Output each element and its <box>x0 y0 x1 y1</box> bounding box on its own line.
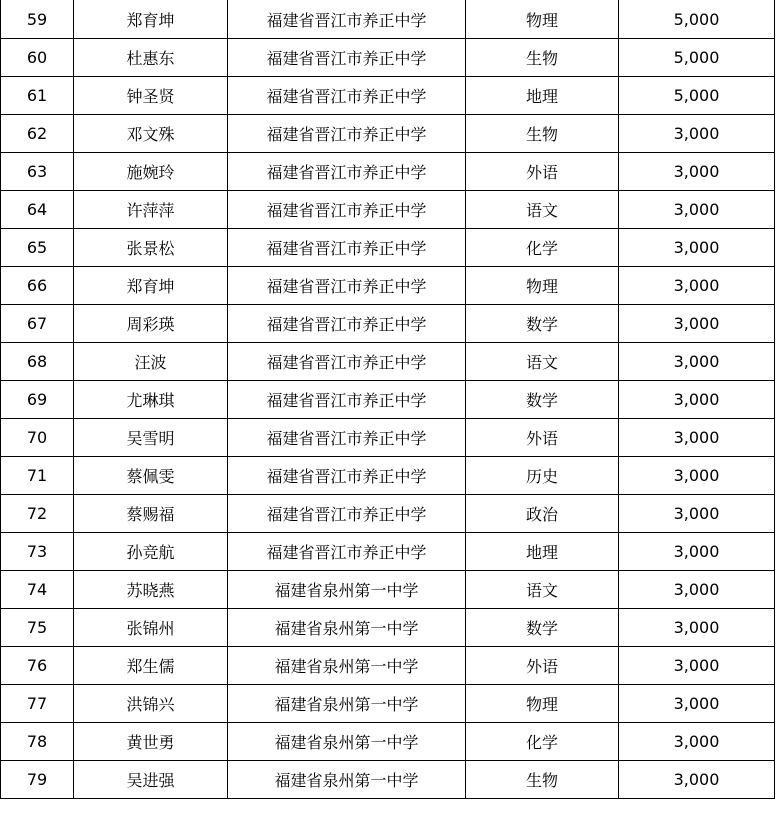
amount-cell: 3,000 <box>619 647 775 685</box>
row-number-cell: 75 <box>1 609 74 647</box>
school-cell: 福建省晋江市养正中学 <box>228 229 466 267</box>
subject-cell: 生物 <box>466 39 619 77</box>
subject-cell: 历史 <box>466 457 619 495</box>
amount-cell: 3,000 <box>619 533 775 571</box>
school-cell: 福建省晋江市养正中学 <box>228 267 466 305</box>
amount-cell: 3,000 <box>619 343 775 381</box>
school-cell: 福建省晋江市养正中学 <box>228 115 466 153</box>
table-row <box>1 191 775 229</box>
table-row <box>1 647 775 685</box>
subject-cell: 外语 <box>466 153 619 191</box>
school-cell: 福建省泉州第一中学 <box>228 609 466 647</box>
row-number-cell: 66 <box>1 267 74 305</box>
name-cell: 邓文殊 <box>74 115 228 153</box>
school-cell: 福建省晋江市养正中学 <box>228 191 466 229</box>
name-cell: 蔡赐福 <box>74 495 228 533</box>
row-number-cell: 68 <box>1 343 74 381</box>
row-number-cell: 78 <box>1 723 74 761</box>
row-number-cell: 62 <box>1 115 74 153</box>
table-row <box>1 267 775 305</box>
name-cell: 蔡佩雯 <box>74 457 228 495</box>
table-row <box>1 533 775 571</box>
name-cell: 郑生儒 <box>74 647 228 685</box>
name-cell: 汪波 <box>74 343 228 381</box>
amount-cell: 3,000 <box>619 305 775 343</box>
name-cell: 杜惠东 <box>74 39 228 77</box>
subject-cell: 生物 <box>466 761 619 799</box>
amount-cell: 3,000 <box>619 495 775 533</box>
subject-cell: 外语 <box>466 647 619 685</box>
subject-cell: 语文 <box>466 343 619 381</box>
row-number-cell: 71 <box>1 457 74 495</box>
school-cell: 福建省晋江市养正中学 <box>228 533 466 571</box>
school-cell: 福建省晋江市养正中学 <box>228 77 466 115</box>
name-cell: 郑育坤 <box>74 0 228 39</box>
table-row <box>1 77 775 115</box>
name-cell: 郑育坤 <box>74 267 228 305</box>
name-cell: 张锦州 <box>74 609 228 647</box>
name-cell: 施婉玲 <box>74 153 228 191</box>
table-row <box>1 115 775 153</box>
school-cell: 福建省晋江市养正中学 <box>228 343 466 381</box>
subject-cell: 数学 <box>466 609 619 647</box>
name-cell: 张景松 <box>74 229 228 267</box>
subject-cell: 数学 <box>466 381 619 419</box>
school-cell: 福建省晋江市养正中学 <box>228 39 466 77</box>
table-row <box>1 39 775 77</box>
table-row <box>1 723 775 761</box>
name-cell: 洪锦兴 <box>74 685 228 723</box>
table-row <box>1 495 775 533</box>
subject-cell: 外语 <box>466 419 619 457</box>
amount-cell: 3,000 <box>619 761 775 799</box>
subject-cell: 地理 <box>466 533 619 571</box>
amount-cell: 3,000 <box>619 115 775 153</box>
table-row <box>1 305 775 343</box>
amount-cell: 3,000 <box>619 267 775 305</box>
subject-cell: 物理 <box>466 685 619 723</box>
row-number-cell: 59 <box>1 0 74 39</box>
row-number-cell: 77 <box>1 685 74 723</box>
subject-cell: 化学 <box>466 229 619 267</box>
amount-cell: 3,000 <box>619 609 775 647</box>
name-cell: 尤琳琪 <box>74 381 228 419</box>
subject-cell: 政治 <box>466 495 619 533</box>
row-number-cell: 69 <box>1 381 74 419</box>
table-row <box>1 229 775 267</box>
name-cell: 黄世勇 <box>74 723 228 761</box>
subject-cell: 数学 <box>466 305 619 343</box>
row-number-cell: 67 <box>1 305 74 343</box>
table-row <box>1 419 775 457</box>
school-cell: 福建省晋江市养正中学 <box>228 153 466 191</box>
school-cell: 福建省晋江市养正中学 <box>228 457 466 495</box>
subject-cell: 语文 <box>466 571 619 609</box>
school-cell: 福建省晋江市养正中学 <box>228 381 466 419</box>
name-cell: 钟圣贤 <box>74 77 228 115</box>
table-row <box>1 343 775 381</box>
row-number-cell: 76 <box>1 647 74 685</box>
row-number-cell: 73 <box>1 533 74 571</box>
amount-cell: 3,000 <box>619 419 775 457</box>
award-table-body <box>1 0 775 799</box>
school-cell: 福建省晋江市养正中学 <box>228 419 466 457</box>
row-number-cell: 64 <box>1 191 74 229</box>
row-number-cell: 63 <box>1 153 74 191</box>
amount-cell: 3,000 <box>619 457 775 495</box>
amount-cell: 3,000 <box>619 191 775 229</box>
amount-cell: 5,000 <box>619 0 775 39</box>
school-cell: 福建省泉州第一中学 <box>228 647 466 685</box>
table-row <box>1 457 775 495</box>
name-cell: 吴雪明 <box>74 419 228 457</box>
table-row <box>1 571 775 609</box>
row-number-cell: 74 <box>1 571 74 609</box>
school-cell: 福建省晋江市养正中学 <box>228 0 466 39</box>
table-row <box>1 685 775 723</box>
subject-cell: 地理 <box>466 77 619 115</box>
subject-cell: 物理 <box>466 267 619 305</box>
name-cell: 周彩瑛 <box>74 305 228 343</box>
school-cell: 福建省泉州第一中学 <box>228 761 466 799</box>
subject-cell: 物理 <box>466 0 619 39</box>
name-cell: 许萍萍 <box>74 191 228 229</box>
amount-cell: 3,000 <box>619 153 775 191</box>
row-number-cell: 60 <box>1 39 74 77</box>
school-cell: 福建省泉州第一中学 <box>228 685 466 723</box>
amount-cell: 5,000 <box>619 77 775 115</box>
name-cell: 吴进强 <box>74 761 228 799</box>
table-row <box>1 153 775 191</box>
name-cell: 苏晓燕 <box>74 571 228 609</box>
amount-cell: 5,000 <box>619 39 775 77</box>
amount-cell: 3,000 <box>619 571 775 609</box>
subject-cell: 化学 <box>466 723 619 761</box>
school-cell: 福建省晋江市养正中学 <box>228 305 466 343</box>
table-row <box>1 0 775 39</box>
amount-cell: 3,000 <box>619 685 775 723</box>
row-number-cell: 79 <box>1 761 74 799</box>
school-cell: 福建省泉州第一中学 <box>228 723 466 761</box>
subject-cell: 生物 <box>466 115 619 153</box>
table-row <box>1 381 775 419</box>
subject-cell: 语文 <box>466 191 619 229</box>
row-number-cell: 70 <box>1 419 74 457</box>
row-number-cell: 72 <box>1 495 74 533</box>
amount-cell: 3,000 <box>619 229 775 267</box>
amount-cell: 3,000 <box>619 723 775 761</box>
amount-cell: 3,000 <box>619 381 775 419</box>
table-row <box>1 609 775 647</box>
school-cell: 福建省晋江市养正中学 <box>228 495 466 533</box>
name-cell: 孙竞航 <box>74 533 228 571</box>
row-number-cell: 65 <box>1 229 74 267</box>
table-row <box>1 761 775 799</box>
row-number-cell: 61 <box>1 77 74 115</box>
school-cell: 福建省泉州第一中学 <box>228 571 466 609</box>
